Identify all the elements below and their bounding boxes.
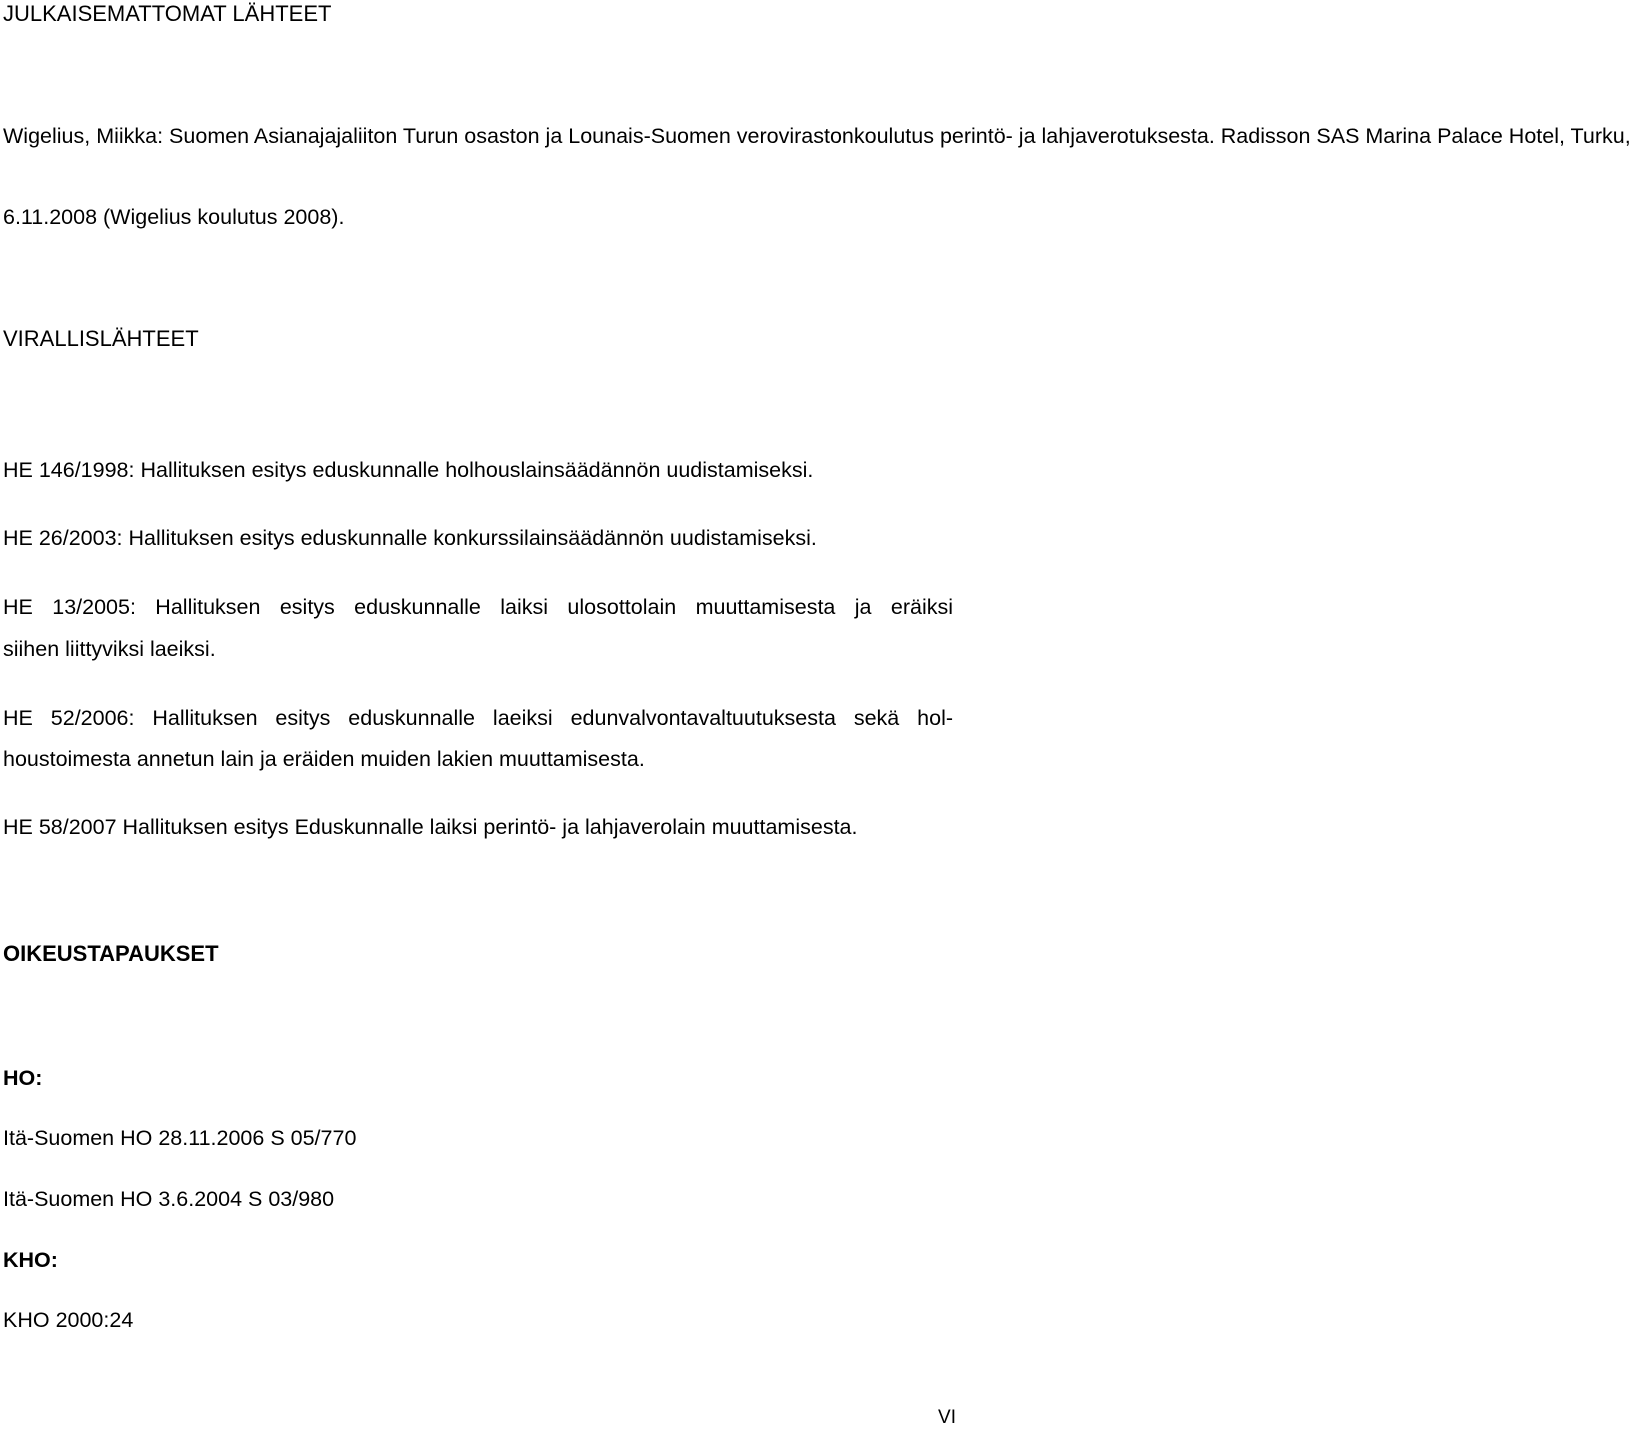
heading-unpublished-sources: JULKAISEMATTOMAT LÄHTEET	[3, 1, 332, 26]
entry-wigelius-line-2: 6.11.2008 (Wigelius koulutus 2008).	[3, 205, 345, 229]
case-ho-1: Itä-Suomen HO 28.11.2006 S 05/770	[3, 1126, 357, 1150]
heading-case-law: OIKEUSTAPAUKSET	[3, 941, 219, 966]
entry-he-146-1998: HE 146/1998: Hallituksen esitys eduskunnalle holhouslainsäädännön uudistamiseksi.	[3, 458, 814, 482]
entry-he-13-2005-line-1: HE 13/2005: Hallituksen esitys eduskunnalle laiksi ulosottolain muuttamisesta ja eräiksi	[3, 595, 953, 619]
entry-he-26-2003: HE 26/2003: Hallituksen esitys eduskunnalle konkurssilainsäädännön uudistamiseksi.	[3, 526, 817, 550]
entry-he-52-2006-line-2: houstoimesta annetun lain ja eräiden muiden lakien muuttamisesta.	[3, 747, 645, 771]
entry-wigelius-line-1: Wigelius, Miikka: Suomen Asianajajaliiton Turun osaston ja Lounais-Suomen verovirastonkoulutus perintö- ja lahjaverotuksesta. Radisson SAS Marina Palace Hotel, Turku,	[3, 124, 1631, 148]
page-number: VI	[938, 1407, 956, 1428]
heading-official-sources: VIRALLISLÄHTEET	[3, 326, 199, 351]
case-kho-1: KHO 2000:24	[3, 1308, 134, 1332]
entry-he-13-2005-line-2: siihen liittyviksi laeiksi.	[3, 637, 216, 661]
case-ho-2: Itä-Suomen HO 3.6.2004 S 03/980	[3, 1187, 335, 1211]
label-ho: HO:	[3, 1066, 43, 1090]
entry-he-52-2006-line-1: HE 52/2006: Hallituksen esitys eduskunnalle laeiksi edunvalvontavaltuutuksesta sekä hol-	[3, 706, 953, 730]
label-kho: KHO:	[3, 1248, 58, 1272]
entry-he-58-2007: HE 58/2007 Hallituksen esitys Eduskunnalle laiksi perintö- ja lahjaverolain muuttamisesta.	[3, 815, 858, 839]
